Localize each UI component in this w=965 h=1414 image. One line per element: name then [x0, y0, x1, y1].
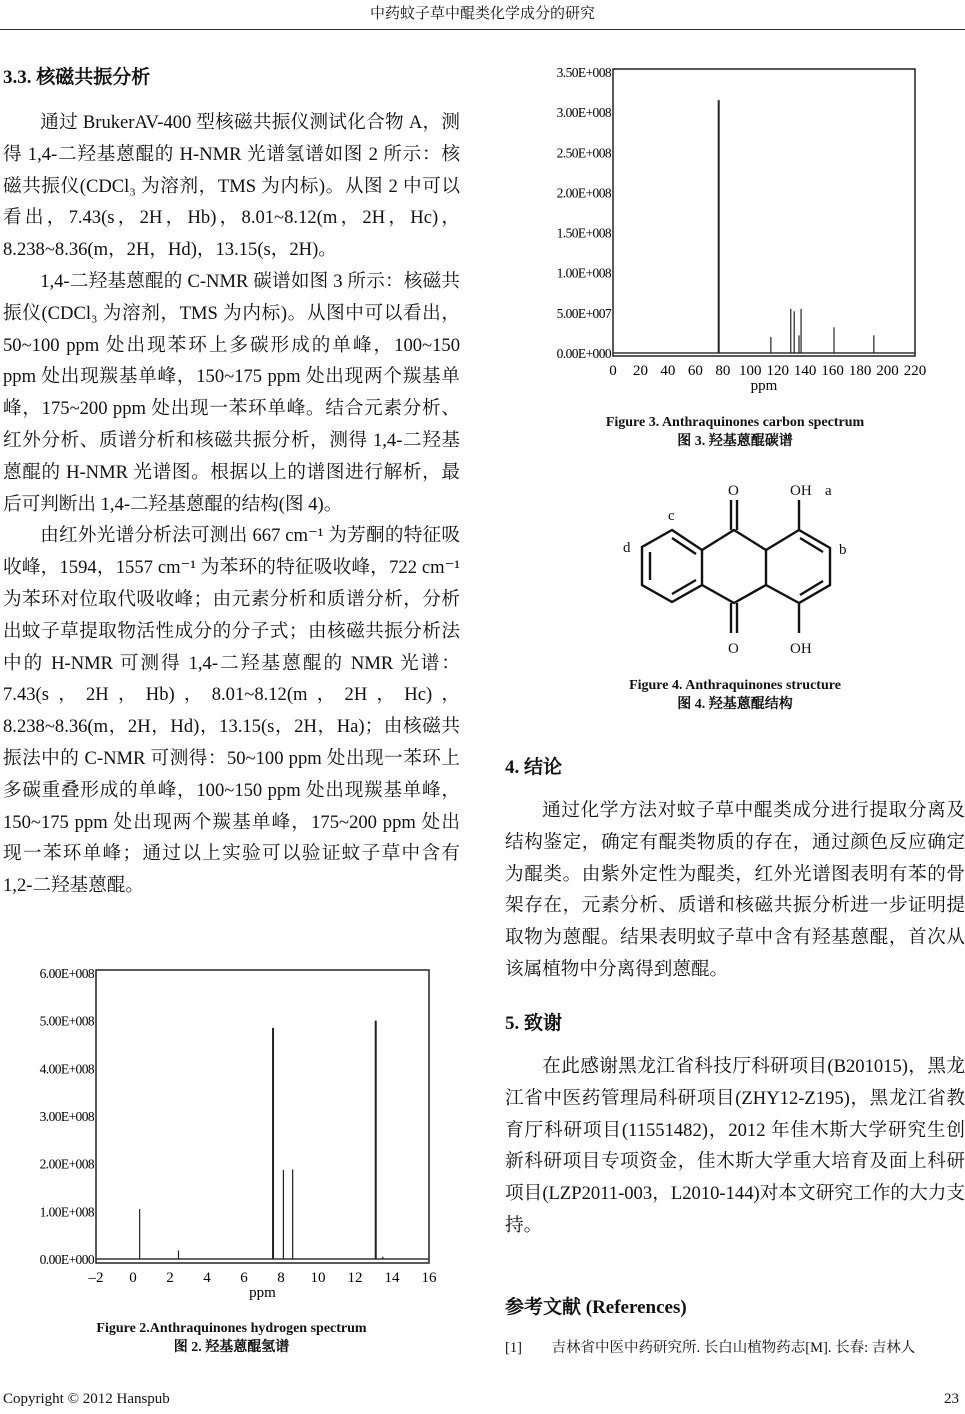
figure-2-caption [3, 1319, 460, 1357]
y-tick-label: 1.00E+008 [39, 1204, 94, 1220]
x-tick-label: 100 [739, 363, 762, 379]
x-tick-label: 0 [129, 1270, 137, 1286]
x-tick-label: 10 [310, 1270, 326, 1286]
y-tick-label: 2.50E+008 [556, 145, 611, 161]
label-d: d [623, 540, 631, 556]
carbon-spectrum-chart [505, 55, 965, 400]
header-divider [0, 29, 965, 30]
figure-4-caption-en: Figure 4. Anthraquinones structure [629, 678, 841, 693]
label-o-bottom: O [728, 641, 739, 657]
section-4-body [505, 795, 965, 986]
x-tick-label: 12 [347, 1270, 363, 1286]
y-tick-label: 3.00E+008 [39, 1109, 94, 1124]
figure-4-caption-zh: 图 4. 羟基蒽醌结构 [677, 697, 793, 712]
paragraph: 通过化学方法对蚊子草中醌类成分进行提取分离及结构鉴定，确定有醌类物质的存在，通过颜色反应确定为醌类。由紫外定性为醌类，红外光谱图表明有苯的骨架存在，元素分析、质谱和核磁共振分析进一步证明提取物为蒽醌。结果表明蚊子草中含有羟基蒽醌，首次从该属植物中分离得到蒽醌。 [505, 800, 965, 980]
y-tick-label: 6.00E+008 [39, 966, 94, 981]
label-oh-bottom: OH [790, 641, 812, 657]
reference-text: 吉林省中医中药研究所. 长白山植物药志[M]. 长春: 吉林人 [551, 1340, 916, 1356]
x-tick-label: 6 [240, 1270, 248, 1286]
page-number: 23 [944, 1391, 959, 1407]
label-c: c [668, 508, 675, 524]
y-tick-label: 4.00E+008 [39, 1061, 94, 1077]
x-tick-label: 14 [384, 1270, 400, 1286]
paragraph: 在此感谢黑龙江省科技厅科研项目(B201015)，黑龙江省中医药管理局科研项目(ZHY12-Z195)，黑龙江省教育厅科研项目(11551482)，2012 年佳木斯大学研究生创新科研项目专项资金，佳木斯大学重大培育及面上科研项目(LZP2011-003，L2010-144)对本文研究工作的大力支持。 [505, 1056, 965, 1236]
y-tick-label: 0.00E+000 [39, 1252, 94, 1267]
label-o-top: O [728, 483, 739, 499]
x-tick-label: 180 [848, 363, 872, 379]
x-tick-label: 80 [715, 363, 731, 379]
plot-frame [96, 970, 429, 1263]
figure-3-caption [505, 413, 965, 451]
x-tick-label: 200 [876, 363, 899, 379]
y-tick-label: 1.50E+008 [556, 225, 611, 241]
y-tick-label: 0.00E+000 [556, 346, 611, 361]
paragraph: 通过 BrukerAV-400 型核磁共振仪测试化合物 A，测得 1,4-二羟基蒽醌的 H-NMR 光谱氢谱如图 2 所示：核磁共振仪(CDCl₃ 为溶剂，TMS 为内标)。从图 2 中可以看出，7.43(s，2H，Hb)，8.01~8.12(m，2H，Hc)，8.238~8.36(m，2H，Hd)，13.15(s，2H)。 [3, 112, 460, 261]
x-axis-label: ppm [750, 378, 778, 394]
reference-number: [1] [505, 1340, 522, 1356]
figure-4-caption [505, 676, 965, 714]
x-tick-label: 0 [609, 363, 617, 379]
y-tick-label: 1.00E+008 [556, 265, 611, 281]
y-tick-label: 3.00E+008 [556, 105, 611, 121]
x-tick-label: 160 [821, 363, 844, 379]
hydrogen-spectrum-chart [0, 955, 460, 1305]
x-tick-label: 60 [687, 363, 703, 379]
x-tick-label: 140 [793, 363, 817, 379]
x-tick-label: 16 [421, 1270, 437, 1286]
section-4-title: 4. 结论 [505, 757, 563, 778]
reference-item [505, 1336, 965, 1357]
running-header: 中药蚊子草中醌类化学成分的研究 [369, 6, 595, 22]
section-3-3-title: 3.3. 核磁共振分析 [3, 67, 151, 88]
y-tick-label: 2.00E+008 [556, 185, 611, 201]
section-5-body [505, 1051, 965, 1242]
label-b: b [839, 542, 847, 558]
section-3-3-body [3, 107, 460, 902]
x-tick-label: –2 [88, 1270, 104, 1286]
paragraph: 1,4-二羟基蒽醌的 C-NMR 碳谱如图 3 所示：核磁共振仪(CDCl₃ 为溶剂，TMS 为内标)。从图中可以看出，50~100 ppm 处出现苯环上多碳形成的单峰，100~150 ppm 处出现羰基单峰，150~175 ppm 处出现两个羰基单峰，175~200 ppm 处出现一苯环单峰。结合元素分析、红外分析、质谱分析和核磁共振分析，测得 1,4-二羟基蒽醌的 H-NMR 光谱图。根据以上的谱图进行解析，最后可判断出 1,4-二羟基蒽醌的结构(图 4)。 [3, 270, 460, 515]
y-tick-label: 2.00E+008 [39, 1156, 94, 1172]
y-tick-label: 5.00E+007 [556, 305, 611, 321]
plot-frame [613, 69, 915, 356]
x-tick-label: 2 [166, 1270, 174, 1286]
x-tick-label: 4 [203, 1270, 211, 1286]
label-oh-top: OH [790, 483, 812, 499]
x-tick-label: 8 [277, 1270, 285, 1286]
figure-2-caption-zh: 图 2. 羟基蒽醌氢谱 [173, 1340, 290, 1355]
x-tick-label: 40 [660, 363, 676, 379]
x-tick-label: 20 [632, 363, 648, 379]
figure-3-caption-en: Figure 3. Anthraquinones carbon spectrum [605, 415, 865, 430]
figure-3-caption-zh: 图 3. 羟基蒽醌碳谱 [677, 434, 793, 449]
references-title: 参考文献 (References) [505, 1297, 687, 1318]
y-tick-label: 3.50E+008 [556, 65, 611, 80]
y-tick-label: 5.00E+008 [39, 1013, 94, 1029]
x-axis-label: ppm [249, 1285, 276, 1301]
x-tick-label: 220 [903, 363, 927, 379]
label-a: a [825, 483, 832, 499]
figure-2-caption-en: Figure 2.Anthraquinones hydrogen spectrum [96, 1321, 367, 1336]
copyright: Copyright © 2012 Hanspub [3, 1391, 170, 1407]
paragraph: 由红外光谱分析法可测出 667 cm⁻¹ 为芳酮的特征吸收峰，1594，1557 cm⁻¹ 为苯环的特征吸收峰，722 cm⁻¹ 为苯环对位取代吸收峰；由元素分析和质谱分析，分析出蚊子草提取物活性成分的分子式；由核磁共振分析法中的 H-NMR 可测得 1,4-二羟基蒽醌的 NMR 光谱：7.43(s，2H，Hb)，8.01~8.12(m，2H，Hc)，8.238~8.36(m，2H，Hd)，13.15(s，2H，Ha)；由核磁共振法中的 C-NMR 可测得：50~100 ppm 处出现一苯环上多碳重叠形成的单峰，100~150 ppm 处出现羰基单峰，150~175 ppm 处出现两个羰基单峰，175~200 ppm 处出现一苯环单峰；通过以上实验可以验证蚊子草中含有 1,2-二羟基蒽醌。 [3, 525, 460, 897]
anthraquinone-structure [610, 470, 860, 660]
x-tick-label: 120 [766, 363, 789, 379]
section-5-title: 5. 致谢 [505, 1013, 563, 1034]
